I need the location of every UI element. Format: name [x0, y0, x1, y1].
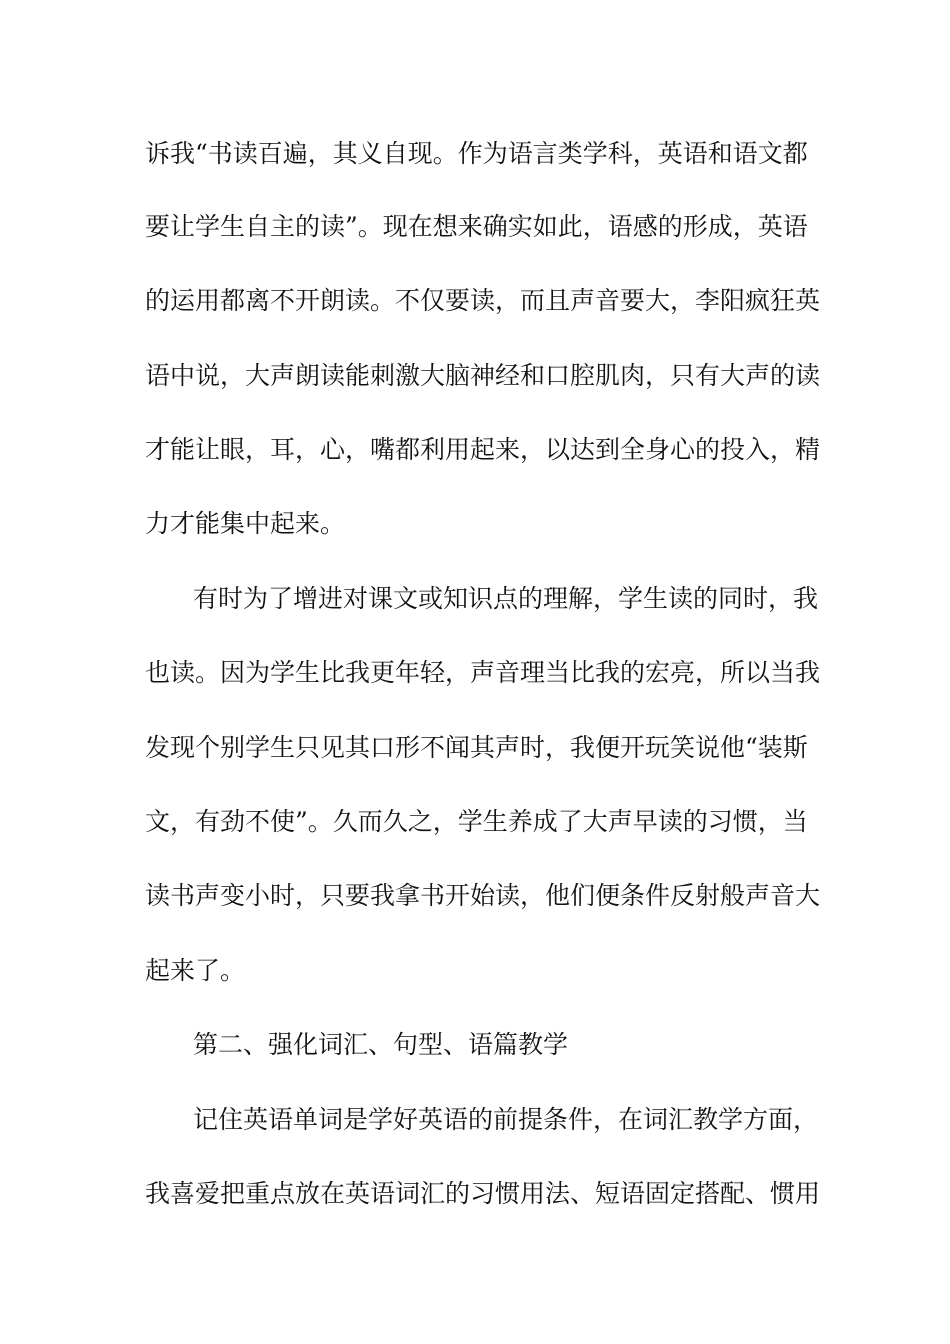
text-line: 发现个别学生只见其口形不闻其声时，我便开玩笑说他“装斯: [145, 733, 808, 762]
text-line: 力才能集中起来。: [145, 509, 346, 538]
text-line: 才能让眼，耳，心，嘴都利用起来，以达到全身心的投入，精: [145, 435, 821, 464]
text-line: 诉我“书读百遍，其义自现。作为语言类学科，英语和语文都: [145, 139, 808, 168]
text-line: 起来了。: [145, 956, 246, 985]
paragraph-first-line: 有时为了增进对课文或知识点的理解，学生读的同时，我: [193, 584, 819, 613]
text-line: 也读。因为学生比我更年轻，声音理当比我的宏亮，所以当我: [145, 658, 821, 687]
text-line: 文，有劲不使”。久而久之，学生养成了大声早读的习惯，当: [145, 807, 808, 836]
paragraph-first-line: 记住英语单词是学好英语的前提条件，在词汇教学方面，: [193, 1105, 819, 1134]
text-line: 要让学生自主的读”。现在想来确实如此，语感的形成，英语: [145, 212, 808, 241]
section-heading: 第二、强化词汇、句型、语篇教学: [193, 1030, 569, 1059]
text-line: 读书声变小时，只要我拿书开始读，他们便条件反射般声音大: [145, 881, 821, 910]
text-line: 的运用都离不开朗读。不仅要读，而且声音要大，李阳疯狂英: [145, 286, 821, 315]
text-line: 我喜爱把重点放在英语词汇的习惯用法、短语固定搭配、惯用: [145, 1179, 821, 1208]
text-line: 语中说，大声朗读能刺激大脑神经和口腔肌肉，只有大声的读: [145, 361, 821, 390]
